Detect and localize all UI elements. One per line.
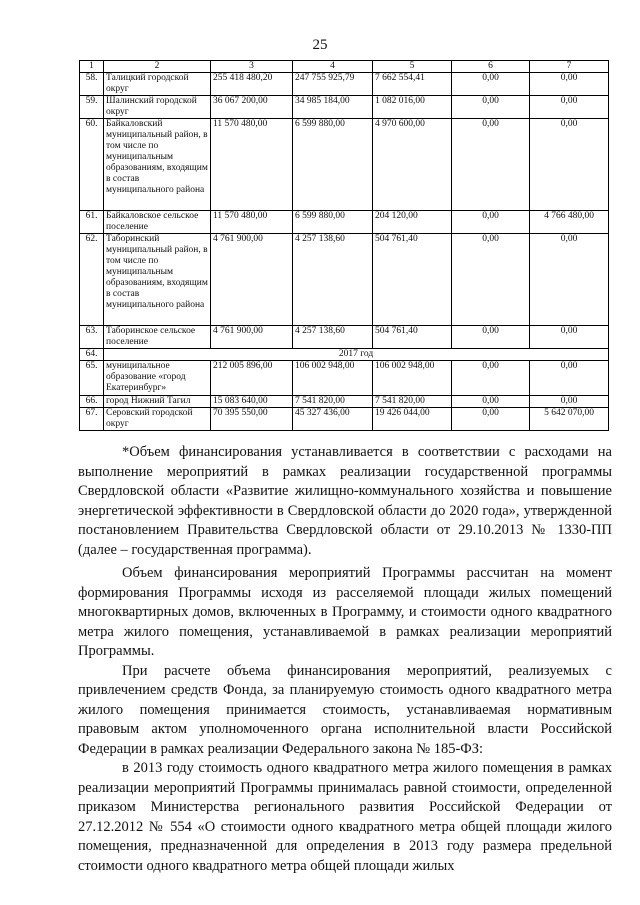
municipality-name: Байкаловский муниципальный район, в том числе по муниципальным образованиям, входящим в состав муниципального района <box>104 119 211 211</box>
table-row <box>80 211 609 234</box>
total-cell: 255 418 480,20 <box>211 73 293 96</box>
year-row <box>80 349 609 361</box>
fund-cell: 106 002 948,00 <box>293 361 373 396</box>
paragraph-financing-basis: Объем финансирования мероприятий Программы рассчитан на момент формирования Программы исходя из расселяемой площади жилых помещений многоквартирных домов, включенных в Программу, и стоимости одного квадратного метра жилого помещения, устанавливаемой в рамках реализации мероприятий Программы. <box>78 565 612 659</box>
col6-cell: 0,00 <box>452 96 530 119</box>
region-cell: 1 082 016,00 <box>373 96 452 119</box>
region-cell: 19 426 044,00 <box>373 408 452 431</box>
table-header-row <box>80 61 609 73</box>
total-cell: 4 761 900,00 <box>211 326 293 349</box>
col7-cell: 5 642 070,00 <box>530 408 609 431</box>
table-row <box>80 408 609 431</box>
header-cell: 6 <box>452 61 530 73</box>
col7-cell: 0,00 <box>530 361 609 396</box>
total-cell: 15 083 640,00 <box>211 396 293 408</box>
header-cell: 3 <box>211 61 293 73</box>
header-cell: 7 <box>530 61 609 73</box>
table-row <box>80 96 609 119</box>
paragraph-2013-cost: в 2013 году стоимость одного квадратного метра жилого помещения в рамках реализации мероприятий Программы принималась равной стоимости, определенной приказом Министерства регионального развития Российской Федерации от 27.12.2012 № 554 «О стоимости одного квадратного метра общей площади жилого помещения, предназначенной для определения в 2013 году размера предельной стоимости одного квадратного метра общей площади жилых <box>78 760 612 874</box>
fund-cell: 4 257 138,60 <box>293 234 373 326</box>
col7-cell: 0,00 <box>530 96 609 119</box>
page-number: 25 <box>312 37 328 53</box>
footnote-block <box>78 443 612 560</box>
region-cell: 7 662 554,41 <box>373 73 452 96</box>
table-row <box>80 326 609 349</box>
region-cell: 504 761,40 <box>373 326 452 349</box>
footnote-paragraph: *Объем финансирования устанавливается в соответствии с расходами на выполнение мероприятий в рамках реализации государственной программы Свердловской области «Развитие жилищно-коммунального хозяйства и повышение энергетической эффективности в Свердловской области до 2020 года», утвержденной постановлением Правительства Свердловской области от 29.10.2013 № 1330-ПП (далее – государственная программа). <box>78 444 612 558</box>
row-number: 67. <box>80 408 104 431</box>
total-cell: 11 570 480,00 <box>211 211 293 234</box>
row-number: 60. <box>80 119 104 211</box>
region-cell: 4 970 600,00 <box>373 119 452 211</box>
total-cell: 4 761 900,00 <box>211 234 293 326</box>
col6-cell: 0,00 <box>452 326 530 349</box>
table-row <box>80 119 609 211</box>
fund-cell: 34 985 184,00 <box>293 96 373 119</box>
total-cell: 11 570 480,00 <box>211 119 293 211</box>
col7-cell: 0,00 <box>530 234 609 326</box>
header-cell: 4 <box>293 61 373 73</box>
municipality-name: Таборинское сельское поселение <box>104 326 211 349</box>
col7-cell: 0,00 <box>530 326 609 349</box>
col6-cell: 0,00 <box>452 211 530 234</box>
table-row <box>80 73 609 96</box>
header-cell: 2 <box>104 61 211 73</box>
row-number: 63. <box>80 326 104 349</box>
financing-table <box>79 60 609 431</box>
fund-cell: 247 755 925,79 <box>293 73 373 96</box>
row-number: 61. <box>80 211 104 234</box>
body-text-block <box>78 564 612 876</box>
header-cell: 1 <box>80 61 104 73</box>
row-number: 65. <box>80 361 104 396</box>
col6-cell: 0,00 <box>452 408 530 431</box>
col6-cell: 0,00 <box>452 234 530 326</box>
fund-cell: 45 327 436,00 <box>293 408 373 431</box>
municipality-name: Талицкий городской округ <box>104 73 211 96</box>
table-row <box>80 361 609 396</box>
municipality-name: Байкаловское сельское поселение <box>104 211 211 234</box>
region-cell: 504 761,40 <box>373 234 452 326</box>
table-row <box>80 396 609 408</box>
header-cell: 5 <box>373 61 452 73</box>
fund-cell: 6 599 880,00 <box>293 211 373 234</box>
region-cell: 7 541 820,00 <box>373 396 452 408</box>
paragraph-fund-calculation: При расчете объема финансирования мероприятий, реализуемых с привлечением средств Фонда, за планируемую стоимость одного квадратного метра жилого помещения принимается стоимость, устанавливаемая нормативным правовым актом уполномоченного органа исполнительной власти Российской Федерации в рамках реализации Федерального закона № 185-ФЗ: <box>78 662 612 757</box>
col7-cell: 0,00 <box>530 119 609 211</box>
total-cell: 212 005 896,00 <box>211 361 293 396</box>
col6-cell: 0,00 <box>452 119 530 211</box>
col7-cell: 0,00 <box>530 396 609 408</box>
col6-cell: 0,00 <box>452 73 530 96</box>
fund-cell: 7 541 820,00 <box>293 396 373 408</box>
total-cell: 70 395 550,00 <box>211 408 293 431</box>
region-cell: 204 120,00 <box>373 211 452 234</box>
municipality-name: муниципальное образование «город Екатеринбург» <box>104 361 211 396</box>
row-number: 59. <box>80 96 104 119</box>
col7-cell: 0,00 <box>530 73 609 96</box>
municipality-name: Таборинский муниципальный район, в том числе по муниципальным образованиям, входящим в состав муниципального района <box>104 234 211 326</box>
municipality-name: Шалинский городской округ <box>104 96 211 119</box>
row-number: 66. <box>80 396 104 408</box>
col6-cell: 0,00 <box>452 361 530 396</box>
municipality-name: город Нижний Тагил <box>104 396 211 408</box>
row-number: 64. <box>80 349 104 361</box>
col7-cell: 4 766 480,00 <box>530 211 609 234</box>
col6-cell: 0,00 <box>452 396 530 408</box>
municipality-name: Серовский городской округ <box>104 408 211 431</box>
total-cell: 36 067 200,00 <box>211 96 293 119</box>
row-number: 62. <box>80 234 104 326</box>
row-number: 58. <box>80 73 104 96</box>
fund-cell: 6 599 880,00 <box>293 119 373 211</box>
table-row <box>80 234 609 326</box>
fund-cell: 4 257 138,60 <box>293 326 373 349</box>
region-cell: 106 002 948,00 <box>373 361 452 396</box>
year-label: 2017 год <box>104 349 609 361</box>
